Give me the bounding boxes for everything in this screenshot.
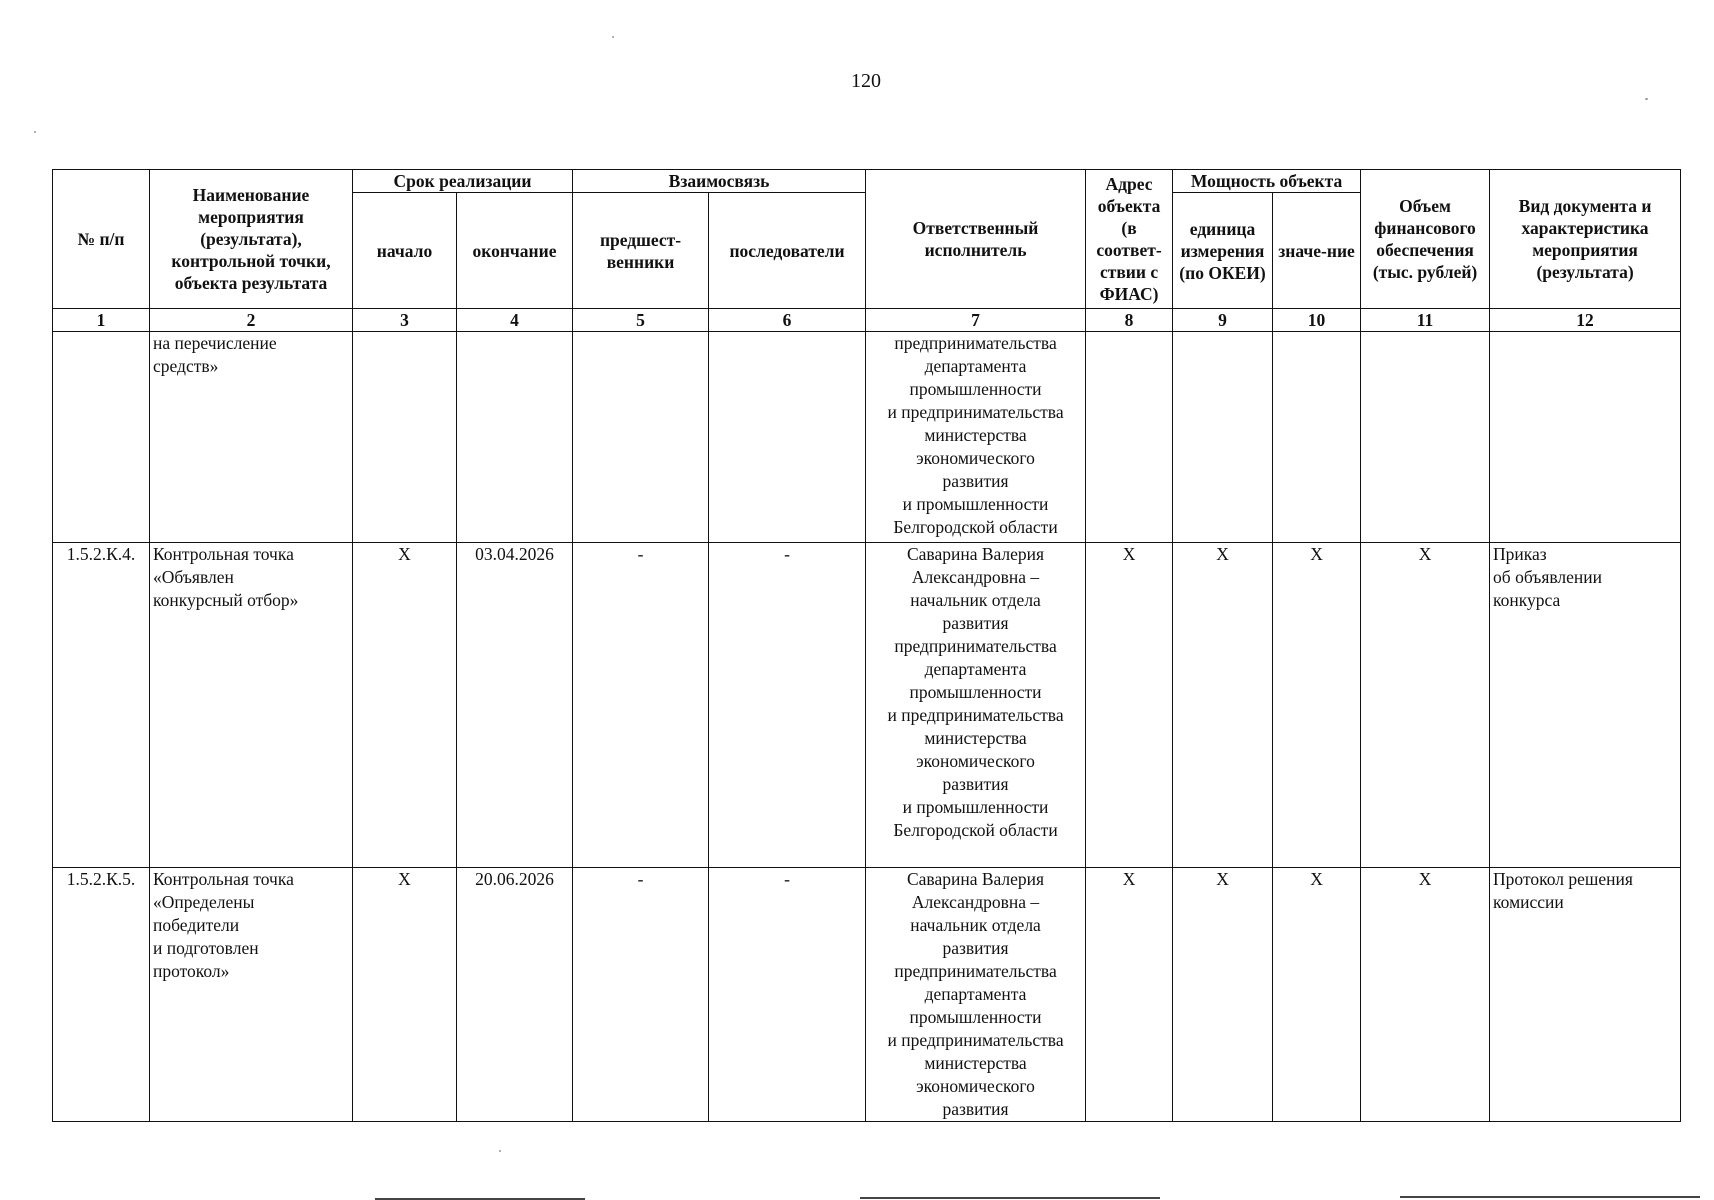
responsible-line: Саварина Валерия [906, 869, 1045, 889]
row-value: X [1273, 868, 1361, 1122]
row-name-line: протокол» [153, 961, 230, 981]
responsible-line: экономического [916, 751, 1035, 771]
responsible-line: и предпринимательства [887, 705, 1064, 725]
row-name [150, 543, 353, 868]
row-responsible [866, 868, 1086, 1122]
responsible-line: начальник отдела [910, 590, 1041, 610]
row-address [1086, 332, 1173, 543]
row-doc [1490, 332, 1681, 543]
row-unit [1173, 332, 1273, 543]
header-responsible: Ответственный исполнитель [866, 170, 1086, 309]
row-name-line: и подготовлен [153, 938, 259, 958]
header-link-group: Взаимосвязь [573, 170, 866, 193]
row-doc [1490, 868, 1681, 1122]
column-number: 4 [457, 309, 573, 332]
row-value [1273, 332, 1361, 543]
scan-artifact [860, 1197, 1160, 1199]
column-number: 2 [150, 309, 353, 332]
scan-artifact [1400, 1196, 1700, 1198]
scan-speck [612, 36, 614, 38]
row-start [353, 332, 457, 543]
row-num: 1.5.2.К.4. [53, 543, 150, 868]
row-name-line: средств» [153, 356, 219, 376]
page-number: 120 [851, 70, 881, 92]
responsible-line: министерства [924, 728, 1027, 748]
responsible-line: Александровна – [911, 892, 1040, 912]
row-finance: X [1361, 868, 1490, 1122]
row-unit: X [1173, 543, 1273, 868]
header-name: Наименование мероприятия (результата), контрольной точки, объекта результата [150, 170, 353, 309]
row-doc-line: об объявлении [1493, 567, 1603, 587]
responsible-line: и промышленности [902, 494, 1049, 514]
responsible-line: промышленности [909, 379, 1042, 399]
row-name-line: на перечисление [153, 333, 277, 353]
column-number: 5 [573, 309, 709, 332]
table-row [53, 543, 1681, 868]
column-number: 8 [1086, 309, 1173, 332]
scan-speck [1645, 98, 1648, 100]
row-name-line: «Определены [153, 892, 255, 912]
header-predecessors: предшест-венники [573, 193, 709, 309]
row-successors [709, 332, 866, 543]
row-successors: - [709, 868, 866, 1122]
responsible-line: и предпринимательства [887, 402, 1064, 422]
row-responsible [866, 332, 1086, 543]
row-start: X [353, 543, 457, 868]
responsible-line: Белгородской области [893, 517, 1058, 537]
column-number: 9 [1173, 309, 1273, 332]
table-row [53, 332, 1681, 543]
responsible-line: развития [942, 613, 1009, 633]
row-responsible [866, 543, 1086, 868]
header-doc: Вид документа и характеристика мероприятия (результата) [1490, 170, 1681, 309]
responsible-line: предпринимательства [894, 961, 1057, 981]
responsible-line: министерства [924, 425, 1027, 445]
column-number: 3 [353, 309, 457, 332]
row-end: 03.04.2026 [457, 543, 573, 868]
scan-speck [499, 1150, 501, 1152]
responsible-line: департамента [924, 659, 1027, 679]
row-predecessors: - [573, 868, 709, 1122]
responsible-line: развития [942, 471, 1009, 491]
header-successors: последователи [709, 193, 866, 309]
responsible-line: экономического [916, 448, 1035, 468]
activity-plan-table [52, 169, 1681, 1122]
column-number-row [53, 309, 1681, 332]
header-start: начало [353, 193, 457, 309]
responsible-line: и предпринимательства [887, 1030, 1064, 1050]
row-start: X [353, 868, 457, 1122]
row-num: 1.5.2.К.5. [53, 868, 150, 1122]
row-num [53, 332, 150, 543]
responsible-line: министерства [924, 1053, 1027, 1073]
column-number: 12 [1490, 309, 1681, 332]
responsible-line: Александровна – [911, 567, 1040, 587]
header-capacity-group: Мощность объекта [1173, 170, 1361, 193]
row-finance [1361, 332, 1490, 543]
header-finance: Объем финансового обеспечения (тыс. рублей) [1361, 170, 1490, 309]
responsible-line: начальник отдела [910, 915, 1041, 935]
responsible-line: департамента [924, 356, 1027, 376]
row-name-line: «Объявлен [153, 567, 234, 587]
row-predecessors [573, 332, 709, 543]
header-num: № п/п [53, 170, 150, 309]
row-value: X [1273, 543, 1361, 868]
row-name-line: победители [153, 915, 240, 935]
row-doc-line: конкурса [1493, 590, 1561, 610]
row-address: X [1086, 543, 1173, 868]
header-address: Адрес объекта (в соответ-ствии с ФИАС) [1086, 170, 1173, 309]
row-doc [1490, 543, 1681, 868]
column-number: 7 [866, 309, 1086, 332]
responsible-line: промышленности [909, 1007, 1042, 1027]
responsible-line: экономического [916, 1076, 1035, 1096]
scan-speck [34, 131, 36, 133]
column-number: 6 [709, 309, 866, 332]
column-number: 10 [1273, 309, 1361, 332]
responsible-line: развития [942, 1099, 1009, 1119]
row-successors: - [709, 543, 866, 868]
row-doc-line: Протокол решения [1493, 869, 1633, 889]
table-row [53, 868, 1681, 1122]
responsible-line: предпринимательства [894, 333, 1057, 353]
header-unit: единица измерения (по ОКЕИ) [1173, 193, 1273, 309]
row-name-line: конкурсный отбор» [153, 590, 299, 610]
row-name-line: Контрольная точка [153, 869, 294, 889]
column-number: 11 [1361, 309, 1490, 332]
responsible-line: Белгородской области [893, 820, 1058, 840]
responsible-line: и промышленности [902, 797, 1049, 817]
responsible-line: предпринимательства [894, 636, 1057, 656]
row-name [150, 332, 353, 543]
header-value: значе-ние [1273, 193, 1361, 309]
responsible-line: развития [942, 938, 1009, 958]
row-doc-line: комиссии [1493, 892, 1564, 912]
row-address: X [1086, 868, 1173, 1122]
header-end: окончание [457, 193, 573, 309]
responsible-line: промышленности [909, 682, 1042, 702]
row-name [150, 868, 353, 1122]
row-end: 20.06.2026 [457, 868, 573, 1122]
row-end [457, 332, 573, 543]
row-unit: X [1173, 868, 1273, 1122]
row-finance: X [1361, 543, 1490, 868]
row-predecessors: - [573, 543, 709, 868]
responsible-line: Саварина Валерия [906, 544, 1045, 564]
row-doc-line: Приказ [1493, 544, 1547, 564]
row-name-line: Контрольная точка [153, 544, 294, 564]
responsible-line: развития [942, 774, 1009, 794]
header-term-group: Срок реализации [353, 170, 573, 193]
responsible-line: департамента [924, 984, 1027, 1004]
table-header [53, 170, 1681, 332]
column-number: 1 [53, 309, 150, 332]
